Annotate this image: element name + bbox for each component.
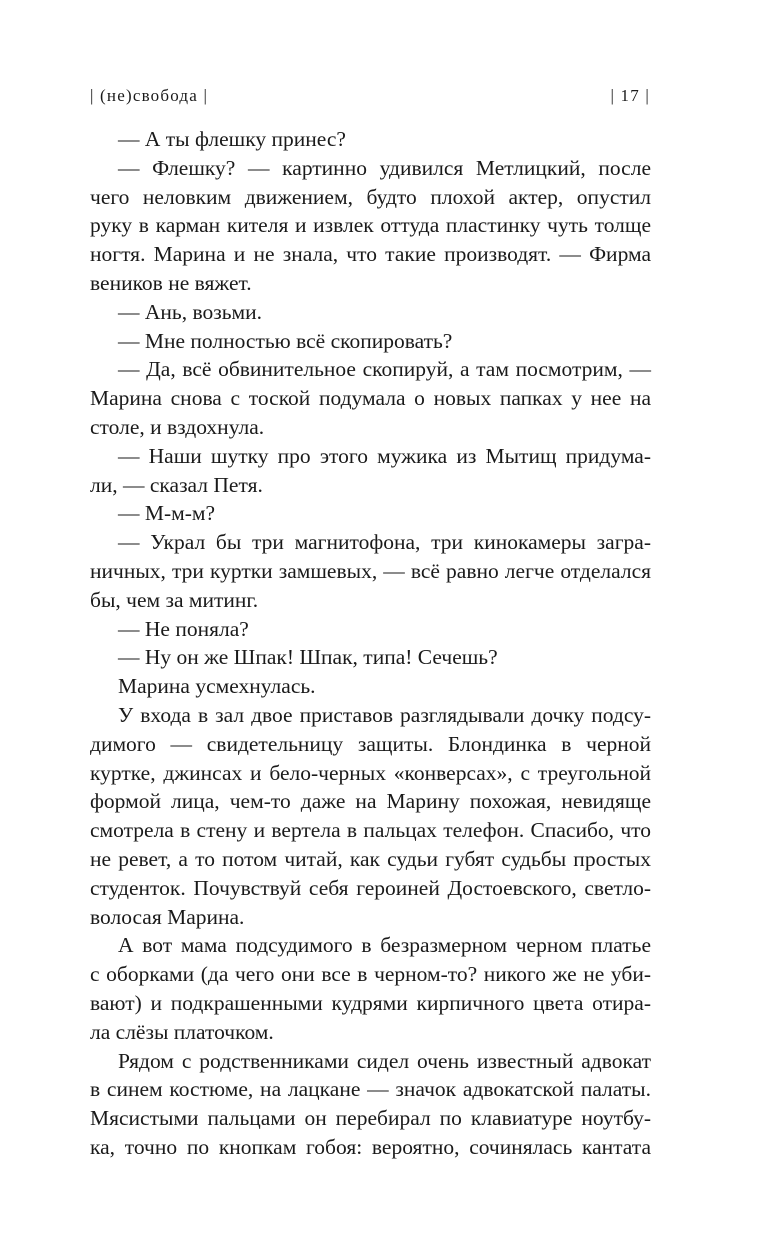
running-head [90, 86, 650, 110]
text-line: димого — свидетельницу защиты. Блондинка в черной [90, 731, 651, 756]
text-line: — Наши шутку про этого мужика из Мытищ придума- [118, 443, 651, 468]
text-line: — М-м-м? [118, 501, 216, 526]
text-line: ничных, три куртки замшевых, — всё равно легче отделался [90, 558, 651, 583]
text-line: — Ну он же Шпак! Шпак, типа! Сечешь? [118, 645, 498, 670]
text-line: — Флешку? — картинно удивился Метлицкий, после [118, 155, 651, 180]
text-line: — Мне полностью всё скопировать? [118, 328, 453, 353]
text-line: А вот мама подсудимого в безразмерном черном платье [118, 933, 651, 958]
text-line: — Украл бы три магнитофона, три кинокамеры загра- [118, 530, 651, 555]
text-line: — А ты флешку принес? [118, 127, 346, 151]
text-line: волосая Марина. [90, 904, 245, 929]
text-line: не ревет, а то потом читай, как судьи губят судьбы простых [90, 846, 651, 871]
text-line: бы, чем за митинг. [90, 587, 259, 612]
text-line: чего неловким движением, будто плохой актер, опустил [90, 184, 651, 209]
text-line: Рядом с родственниками сидел очень известный адвокат [118, 1048, 651, 1073]
page-number: | 17 | [610, 86, 650, 105]
text-line: — Да, всё обвинительное скопируй, а там посмотрим, — [118, 357, 651, 382]
text-line: в синем костюме, на лацкане — значок адвокатской палаты. [90, 1077, 651, 1102]
text-line: столе, и вздохнула. [90, 414, 265, 439]
text-line: с оборками (да чего они все в черном-то? никого же не уби- [90, 962, 651, 987]
text-line: веников не вяжет. [90, 270, 252, 295]
text-line: ногтя. Марина и не знала, что такие производят. — Фирма [90, 242, 651, 267]
text-line: Марина снова с тоской подумала о новых папках у нее на [90, 386, 651, 411]
text-line: Марина усмехнулась. [118, 674, 316, 699]
body-text [90, 125, 651, 1162]
text-line: вают) и подкрашенными кудрями кирпичного цвета отира- [90, 990, 651, 1015]
text-line: — Ань, возьми. [118, 299, 263, 324]
text-line: ка, точно по кнопкам гобоя: вероятно, сочинялась кантата [90, 1134, 651, 1159]
text-line: ла слёзы платочком. [90, 1019, 274, 1044]
text-line: смотрела в стену и вертела в пальцах телефон. Спасибо, что [90, 818, 651, 843]
text-line: куртке, джинсах и бело-черных «конверсах», с треугольной [90, 760, 651, 785]
text-line: — Не поняла? [118, 616, 249, 641]
text-line: Мясистыми пальцами он перебирал по клавиатуре ноутбу- [90, 1106, 651, 1131]
text-line: студенток. Почувствуй себя героиней Достоевского, светло- [90, 875, 651, 900]
text-line: У входа в зал двое приставов разглядывали дочку подсу- [118, 702, 651, 727]
running-head-title: | (не)свобода | [90, 86, 209, 105]
text-line: ли, — сказал Петя. [90, 472, 263, 497]
text-line: формой лица, чем-то даже на Марину похожая, невидяще [90, 789, 651, 814]
text-line: руку в карман кителя и извлек оттуда пластинку чуть толще [90, 213, 651, 238]
